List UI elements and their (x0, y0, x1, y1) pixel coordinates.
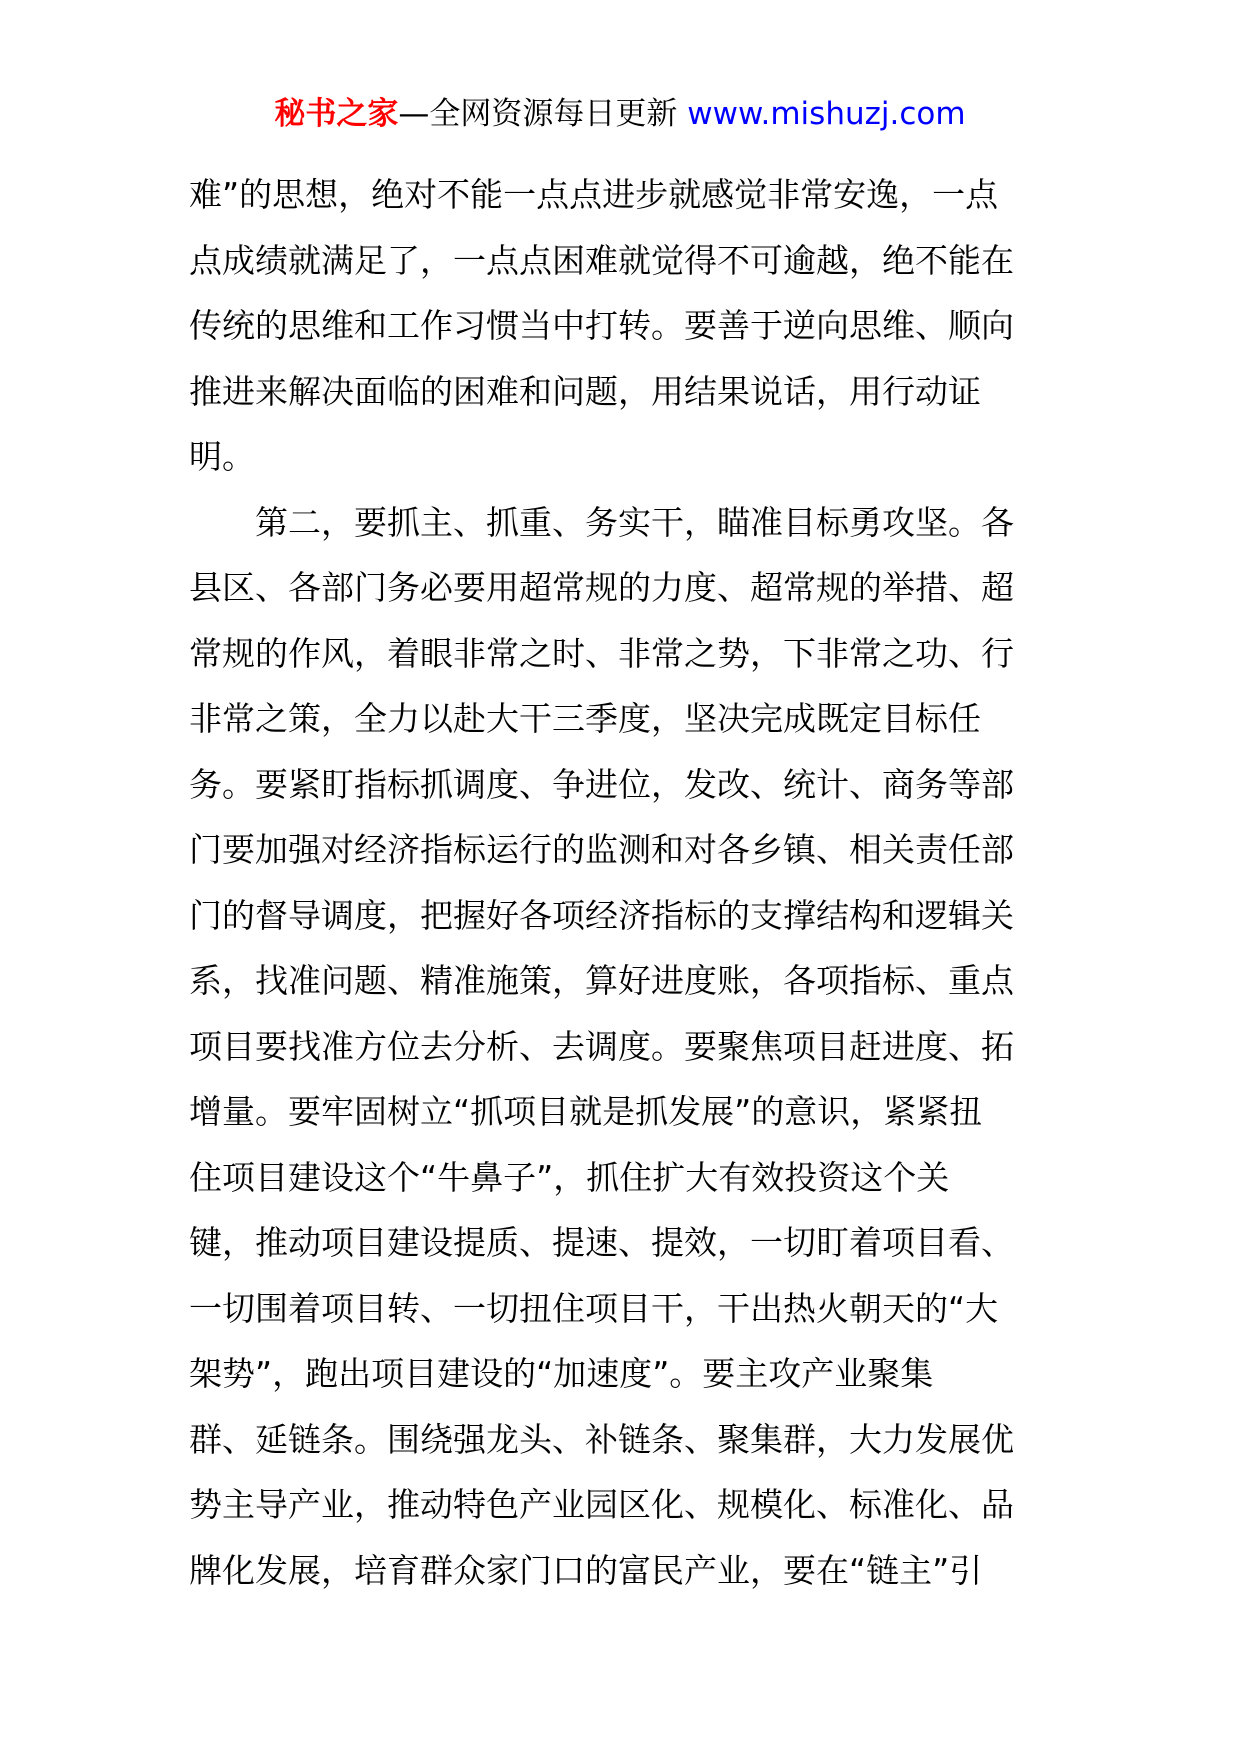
text-line: 难”的思想，绝对不能一点点进步就感觉非常安逸，一点 (189, 175, 999, 214)
text-line: 门要加强对经济指标运行的监测和对各乡镇、相关责任部 (189, 830, 1014, 869)
text-line: 非常之策，全力以赴大干三季度，坚决完成既定目标任 (189, 699, 981, 738)
text-line: 群、延链条。围绕强龙头、补链条、聚集群，大力发展优 (189, 1419, 1014, 1459)
text-line: 系，找准问题、精准施策，算好进度账，各项指标、重点 (189, 961, 1014, 1000)
text-line: 明。 (189, 437, 255, 476)
text-line: 务。要紧盯指标抓调度、争进位，发改、统计、商务等部 (189, 764, 1014, 804)
text-line: 住项目建设这个“牛鼻子”，抓住扩大有效投资这个关 (189, 1157, 950, 1197)
text-line: 势主导产业，推动特色产业园区化、规模化、标准化、品 (189, 1485, 1014, 1524)
text-line: 传统的思维和工作习惯当中打转。要善于逆向思维、顺向 (189, 306, 1014, 345)
header-tagline: —全网资源每日更新 (398, 96, 688, 132)
text-line: 牌化发展，培育群众家门口的富民产业，要在“链主”引 (189, 1550, 983, 1590)
text-line: 一切围着项目转、一切扭住项目干，干出热火朝天的“大 (189, 1288, 999, 1328)
brand-name: 秘书之家 (274, 96, 399, 132)
text-line: 门的督导调度，把握好各项经济指标的支撑结构和逻辑关 (189, 895, 1014, 935)
site-url-link[interactable]: www.mishuzj.com (687, 96, 966, 132)
text-line: 常规的作风，着眼非常之时、非常之势，下非常之功、行 (189, 633, 1014, 673)
text-line: 架势”，跑出项目建设的“加速度”。要主攻产业聚集 (189, 1354, 934, 1393)
text-line: 增量。要牢固树立“抓项目就是抓发展”的意识，紧紧扭 (189, 1092, 983, 1131)
text-line: 点成绩就满足了，一点点困难就觉得不可逾越，绝不能在 (189, 240, 1014, 280)
paragraph-start-line: 第二，要抓主、抓重、务实干，瞄准目标勇攻坚。各 (255, 502, 1014, 542)
text-line: 推进来解决面临的困难和问题，用结果说话，用行动证 (189, 371, 981, 411)
text-line: 键，推动项目建设提质、提速、提效，一切盯着项目看、 (189, 1223, 1014, 1262)
text-line: 县区、各部门务必要用超常规的力度、超常规的举措、超 (189, 568, 1014, 607)
text-line: 项目要找准方位去分析、去调度。要聚焦项目赶进度、拓 (189, 1026, 1014, 1066)
document-body (189, 162, 1059, 1603)
page-header (0, 92, 1240, 136)
